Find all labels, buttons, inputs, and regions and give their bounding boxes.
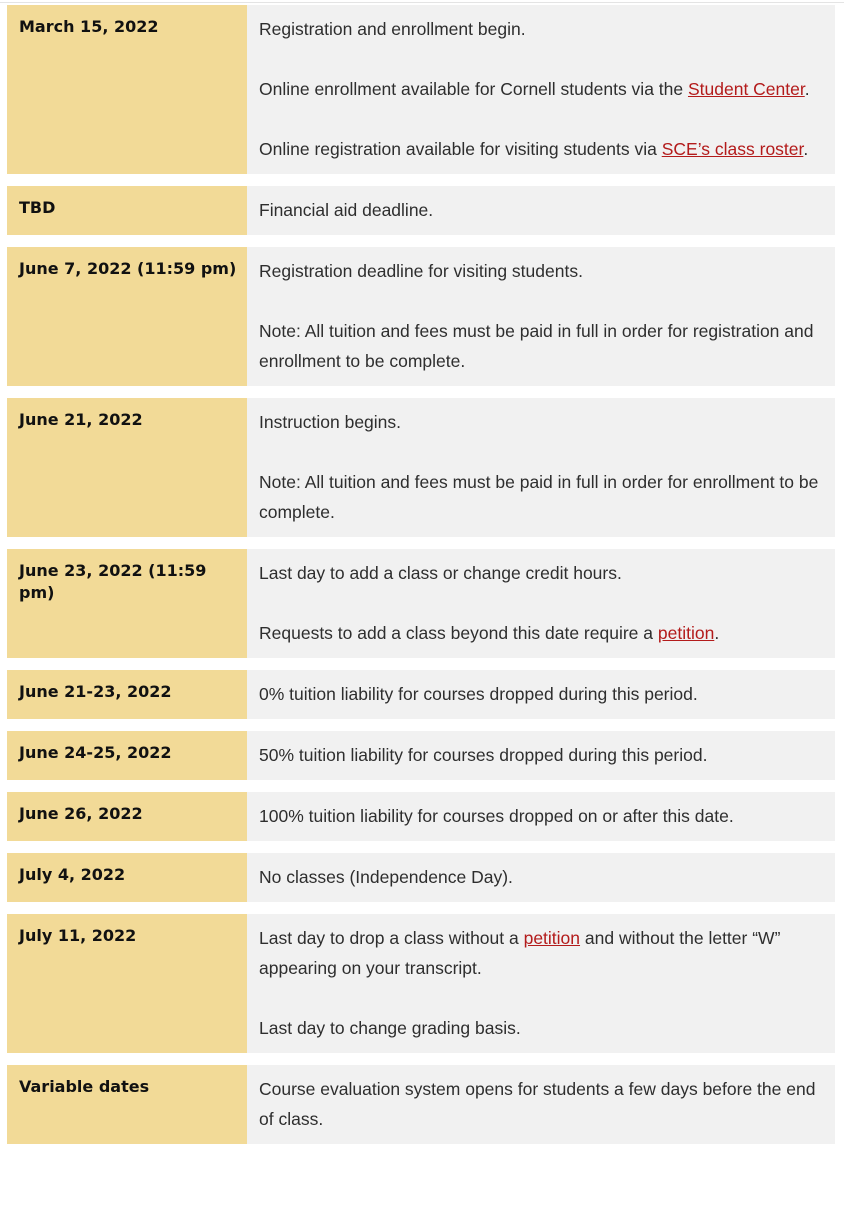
description-text: . xyxy=(714,623,720,643)
description-text: Note: All tuition and fees must be paid in full in order for registration and enrollment to be complete. xyxy=(259,321,814,371)
description-paragraph xyxy=(259,558,823,588)
schedule-row xyxy=(7,398,835,537)
date-cell: June 21, 2022 xyxy=(7,398,247,537)
top-divider xyxy=(0,2,844,3)
description-text: 100% tuition liability for courses dropped on or after this date. xyxy=(259,806,734,826)
schedule-row xyxy=(7,731,835,780)
description-cell xyxy=(247,398,835,537)
schedule-row xyxy=(7,247,835,386)
description-cell xyxy=(247,914,835,1053)
description-paragraph xyxy=(259,862,823,892)
description-text: . xyxy=(804,79,810,99)
date-cell: July 11, 2022 xyxy=(7,914,247,1053)
date-cell: Variable dates xyxy=(7,1065,247,1144)
date-cell: June 21-23, 2022 xyxy=(7,670,247,719)
description-paragraph xyxy=(259,467,823,527)
description-paragraph xyxy=(259,74,823,104)
schedule-row xyxy=(7,792,835,841)
description-paragraph xyxy=(259,679,823,709)
description-cell xyxy=(247,549,835,658)
description-text: Note: All tuition and fees must be paid in full in order for enrollment to be complete. xyxy=(259,472,819,522)
schedule-row xyxy=(7,549,835,658)
inline-link[interactable]: petition xyxy=(523,928,581,948)
description-text: . xyxy=(803,139,809,159)
inline-link[interactable]: petition xyxy=(657,623,715,643)
date-cell: June 26, 2022 xyxy=(7,792,247,841)
inline-link[interactable]: SCE’s class roster xyxy=(661,139,804,159)
description-cell xyxy=(247,670,835,719)
description-cell xyxy=(247,792,835,841)
description-text: Registration deadline for visiting students. xyxy=(259,261,583,281)
inline-link[interactable]: Student Center xyxy=(687,79,805,99)
date-cell: June 23, 2022 (11:59 pm) xyxy=(7,549,247,658)
schedule-row xyxy=(7,5,835,174)
date-cell: June 7, 2022 (11:59 pm) xyxy=(7,247,247,386)
schedule-row xyxy=(7,1065,835,1144)
description-text: Instruction begins. xyxy=(259,412,402,432)
description-text: Last day to change grading basis. xyxy=(259,1018,521,1038)
description-paragraph xyxy=(259,256,823,286)
schedule-row xyxy=(7,914,835,1053)
date-cell: June 24-25, 2022 xyxy=(7,731,247,780)
description-cell xyxy=(247,731,835,780)
description-text: and without the letter “W” appearing on your transcript. xyxy=(259,928,781,978)
schedule-row xyxy=(7,186,835,235)
description-paragraph xyxy=(259,134,823,164)
description-text: 0% tuition liability for courses dropped during this period. xyxy=(259,684,698,704)
date-cell: March 15, 2022 xyxy=(7,5,247,174)
schedule-row xyxy=(7,853,835,902)
description-paragraph xyxy=(259,316,823,376)
description-cell xyxy=(247,247,835,386)
description-text: No classes (Independence Day). xyxy=(259,867,513,887)
description-paragraph xyxy=(259,407,823,437)
description-paragraph xyxy=(259,14,823,44)
description-text: Online enrollment available for Cornell students via the xyxy=(259,79,688,99)
description-paragraph xyxy=(259,1074,823,1134)
description-cell xyxy=(247,5,835,174)
description-cell xyxy=(247,853,835,902)
description-text: Financial aid deadline. xyxy=(259,200,434,220)
schedule-table xyxy=(7,5,835,1156)
description-paragraph xyxy=(259,195,823,225)
description-text: Course evaluation system opens for students a few days before the end of class. xyxy=(259,1079,816,1129)
description-cell xyxy=(247,186,835,235)
date-cell: July 4, 2022 xyxy=(7,853,247,902)
description-text: Registration and enrollment begin. xyxy=(259,19,526,39)
description-paragraph xyxy=(259,923,823,983)
description-paragraph xyxy=(259,740,823,770)
description-cell xyxy=(247,1065,835,1144)
description-text: 50% tuition liability for courses dropped during this period. xyxy=(259,745,708,765)
description-text: Last day to add a class or change credit hours. xyxy=(259,563,622,583)
description-paragraph xyxy=(259,618,823,648)
description-paragraph xyxy=(259,801,823,831)
date-cell: TBD xyxy=(7,186,247,235)
description-text: Last day to drop a class without a xyxy=(259,928,524,948)
schedule-row xyxy=(7,670,835,719)
description-paragraph xyxy=(259,1013,823,1043)
description-text: Online registration available for visiting students via xyxy=(259,139,662,159)
description-text: Requests to add a class beyond this date require a xyxy=(259,623,658,643)
